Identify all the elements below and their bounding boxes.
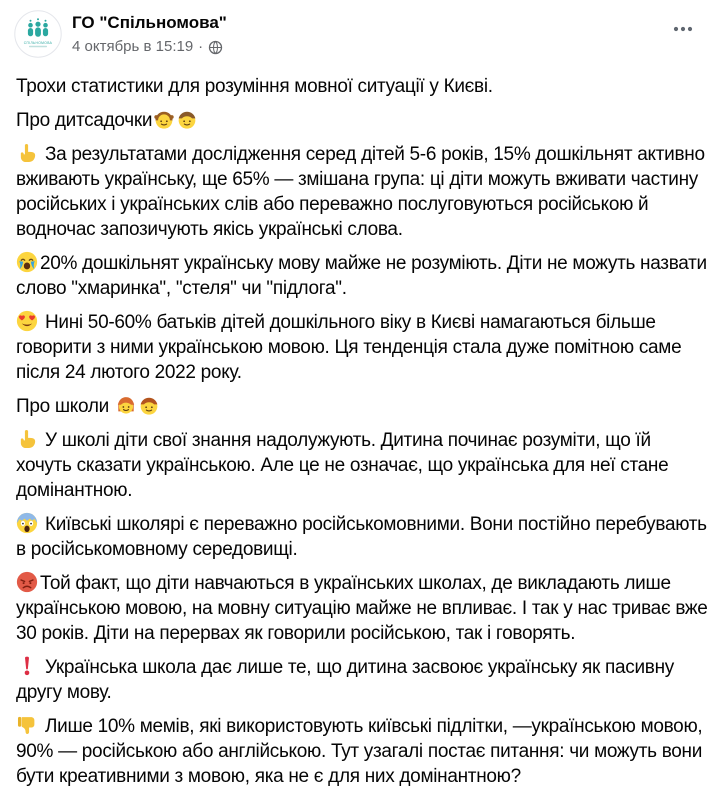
- post-paragraph: Українська школа дає лише те, що дитина засвоює українську як пасивну другу мову.: [16, 657, 674, 703]
- post-header: [0, 0, 718, 58]
- separator-dot: ·: [198, 38, 204, 55]
- avatar[interactable]: [14, 10, 62, 58]
- screaming-face-icon: [16, 512, 38, 534]
- post-menu-button[interactable]: [664, 18, 702, 40]
- header-meta: [72, 10, 227, 57]
- boy-face-icon: [176, 108, 198, 130]
- post-paragraph: У школі діти свої знання надолужують. Дитина починає розуміти, що їй хочуть сказати українською. Але це не означає, що українська для неї стане домінантною.: [16, 430, 669, 501]
- post-paragraph: Київські школярі є переважно російськомовними. Вони постійно перебувають в російськомовному середовищі.: [16, 514, 707, 560]
- post-text: [0, 58, 718, 789]
- author-name[interactable]: ГО "Спільномова": [72, 13, 227, 32]
- post-paragraph: 20% дошкільнят українську мову майже не розуміють. Діти не можуть назвати слово "хмаринка", "стеля" чи "підлога".: [16, 253, 707, 299]
- post-paragraph: Той факт, що діти навчаються в українських школах, де викладають лише українською мовою, на мовну ситуацію майже не впливає. І так у нас триває вже 30 років. Діти на перервах як говорили російською, так і говорять.: [16, 573, 708, 644]
- man-face-icon: [138, 394, 160, 416]
- globe-icon: [208, 40, 223, 55]
- index-up-icon: [16, 428, 38, 450]
- heart-eyes-face-icon: [16, 310, 38, 332]
- post-paragraph: Про дитсадочки: [16, 108, 708, 133]
- angry-face-icon: [16, 571, 38, 593]
- exclamation-icon: [16, 655, 38, 677]
- post-subline: [72, 37, 227, 57]
- thumbs-down-icon: [16, 714, 38, 736]
- woman-face-icon: [115, 394, 137, 416]
- index-up-icon: [16, 142, 38, 164]
- post-paragraph: За результатами дослідження серед дітей 5-6 років, 15% дошкільнят активно вживають українську, ще 65% — змішана група: ці діти можуть вживати частину російських і українських слів або переважно послуговуються російською й водночас запозичують якісь українські слова.: [16, 144, 705, 240]
- post-paragraph: Трохи статистики для розуміння мовної ситуації у Києві.: [16, 76, 493, 97]
- ellipsis-icon: [672, 24, 694, 34]
- avatar-label: СПІЛЬНОМОВА: [23, 40, 53, 45]
- post-paragraph: Нині 50-60% батьків дітей дошкільного віку в Києві намагаються більше говорити з ними українською мовою. Ця тенденція стала дуже помітною саме після 24 лютого 2022 року.: [16, 312, 682, 383]
- girl-face-icon: [153, 108, 175, 130]
- post-paragraph: Лише 10% мемів, які використовують київські підлітки, —українською мовою, 90% — російською або англійською. Тут узагалі постає питання: чи можуть вони бути креативними з мовою, яка не є для них домінантною?: [16, 716, 703, 787]
- crying-face-icon: [16, 251, 38, 273]
- post-timestamp[interactable]: 4 октябрь в 15:19: [72, 38, 194, 55]
- post-paragraph: Про школи: [16, 394, 708, 419]
